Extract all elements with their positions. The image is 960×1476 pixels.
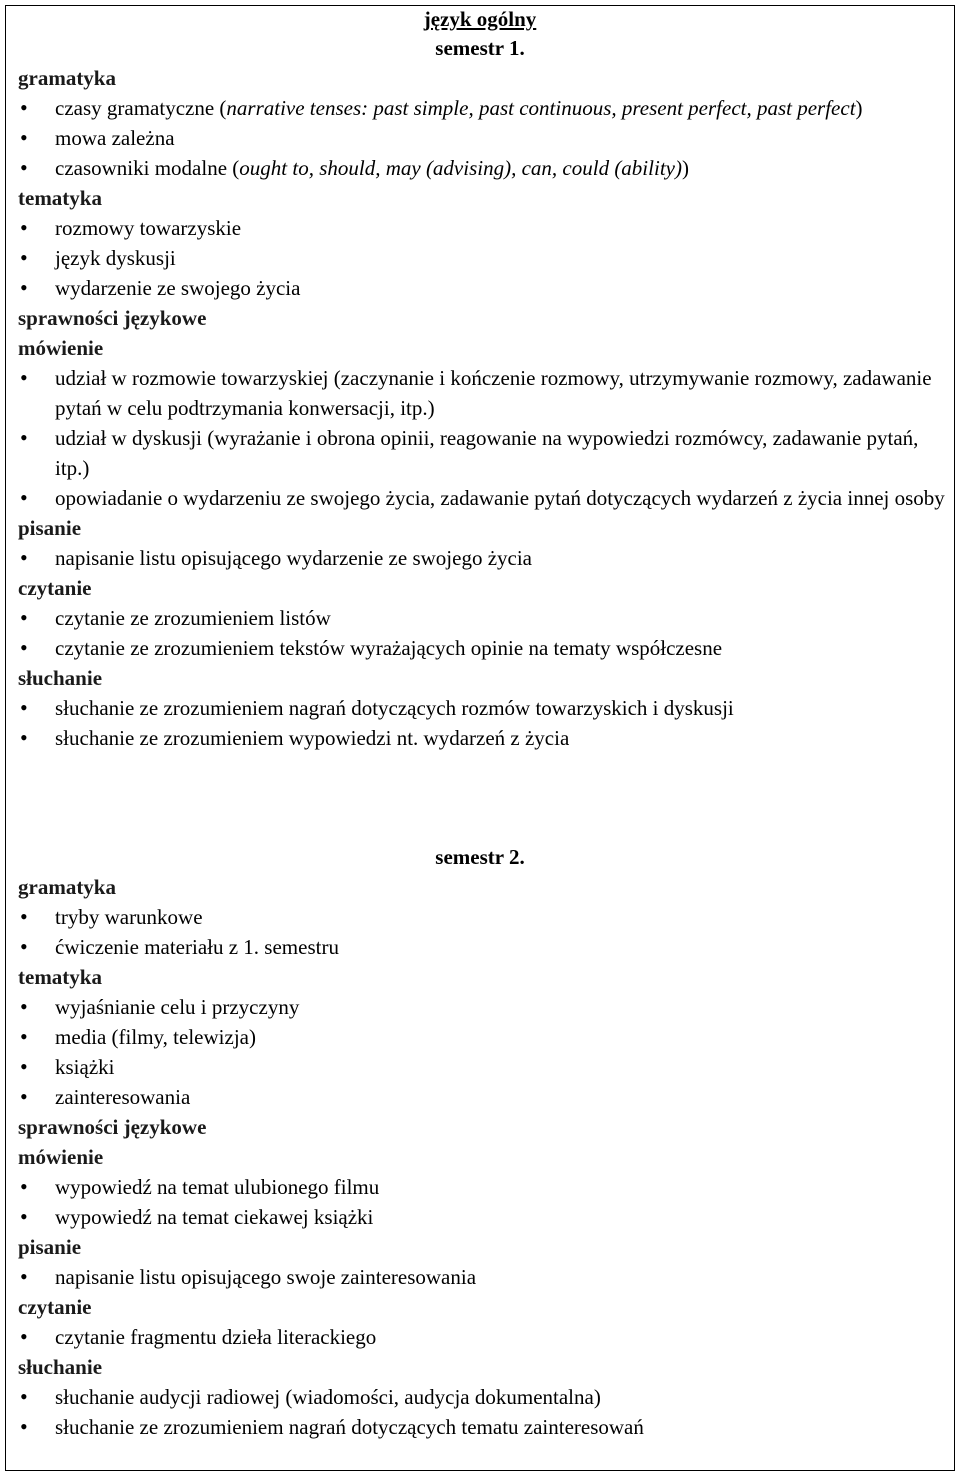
czytanie-heading: czytanie xyxy=(18,1295,92,1319)
tematyka-list xyxy=(18,213,948,303)
list-item: • zainteresowania xyxy=(18,1082,948,1112)
list-item: • opowiadanie o wydarzeniu ze swojego życia, zadawanie pytań dotyczących wydarzeń z życia innej osoby xyxy=(18,483,948,513)
list-item: • udział w dyskusji (wyrażanie i obrona opinii, reagowanie na wypowiedzi rozmówcy, zadawanie pytań, itp.) xyxy=(18,423,948,483)
sluchanie-heading: słuchanie xyxy=(18,1355,103,1379)
list-item: • słuchanie ze zrozumieniem nagrań dotyczących rozmów towarzyskich i dyskusji xyxy=(18,693,948,723)
list-item: • wyjaśnianie celu i przyczyny xyxy=(18,992,948,1022)
list-item: • słuchanie ze zrozumieniem nagrań dotyczących tematu zainteresowań xyxy=(18,1412,948,1442)
list-item: • książki xyxy=(18,1052,948,1082)
list-item: • ćwiczenie materiału z 1. semestru xyxy=(18,932,948,962)
gramatyka-heading: gramatyka xyxy=(18,875,116,899)
sluchanie-heading: słuchanie xyxy=(18,666,103,690)
list-item: • napisanie listu opisującego wydarzenie ze swojego życia xyxy=(18,543,948,573)
list-item: • słuchanie ze zrozumieniem wypowiedzi nt. wydarzeń z życia xyxy=(18,723,948,753)
mowienie-list xyxy=(18,1172,948,1232)
czytanie-heading: czytanie xyxy=(18,576,92,600)
list-item: • rozmowy towarzyskie xyxy=(18,213,948,243)
czytanie-list xyxy=(18,1322,948,1352)
list-item: • wypowiedź na temat ulubionego filmu xyxy=(18,1172,948,1202)
mowienie-heading: mówienie xyxy=(18,336,104,360)
list-item: • język dyskusji xyxy=(18,243,948,273)
czytanie-list xyxy=(18,603,948,663)
list-item: • udział w rozmowie towarzyskiej (zaczynanie i kończenie rozmowy, utrzymywanie rozmowy, zadawanie pytań w celu podtrzymania konwersacji, itp.) xyxy=(18,363,948,423)
semester-1-heading: semestr 1. xyxy=(435,36,525,60)
pisanie-list xyxy=(18,1262,948,1292)
gramatyka-list xyxy=(18,93,948,183)
list-item: • media (filmy, telewizja) xyxy=(18,1022,948,1052)
mowienie-heading: mówienie xyxy=(18,1145,104,1169)
list-item: • czytanie fragmentu dzieła literackiego xyxy=(18,1322,948,1352)
tematyka-heading: tematyka xyxy=(18,965,102,989)
mowienie-list xyxy=(18,363,948,513)
semester-2-section xyxy=(18,872,948,1442)
pisanie-heading: pisanie xyxy=(18,516,82,540)
list-item: • czasowniki modalne (ought to, should, may (advising), can, could (ability)) xyxy=(18,153,948,183)
pisanie-heading: pisanie xyxy=(18,1235,82,1259)
sprawnosci-heading: sprawności językowe xyxy=(18,306,207,330)
list-item: • napisanie listu opisującego swoje zainteresowania xyxy=(18,1262,948,1292)
semester-1-section xyxy=(18,63,948,753)
sluchanie-list xyxy=(18,693,948,753)
document-title: język ogólny xyxy=(423,7,537,31)
list-item: • wypowiedź na temat ciekawej książki xyxy=(18,1202,948,1232)
list-item: • mowa zależna xyxy=(18,123,948,153)
list-item: • słuchanie audycji radiowej (wiadomości, audycja dokumentalna) xyxy=(18,1382,948,1412)
list-item: • czasy gramatyczne (narrative tenses: past simple, past continuous, present perfect, past perfect) xyxy=(18,93,948,123)
semester-2-heading: semestr 2. xyxy=(435,845,525,869)
list-item: • czytanie ze zrozumieniem listów xyxy=(18,603,948,633)
tematyka-list xyxy=(18,992,948,1112)
gramatyka-heading: gramatyka xyxy=(18,66,116,90)
sluchanie-list xyxy=(18,1382,948,1442)
sprawnosci-heading: sprawności językowe xyxy=(18,1115,207,1139)
pisanie-list xyxy=(18,543,948,573)
gramatyka-list xyxy=(18,902,948,962)
list-item: • tryby warunkowe xyxy=(18,902,948,932)
tematyka-heading: tematyka xyxy=(18,186,102,210)
list-item: • czytanie ze zrozumieniem tekstów wyrażających opinie na tematy współczesne xyxy=(18,633,948,663)
list-item: • wydarzenie ze swojego życia xyxy=(18,273,948,303)
